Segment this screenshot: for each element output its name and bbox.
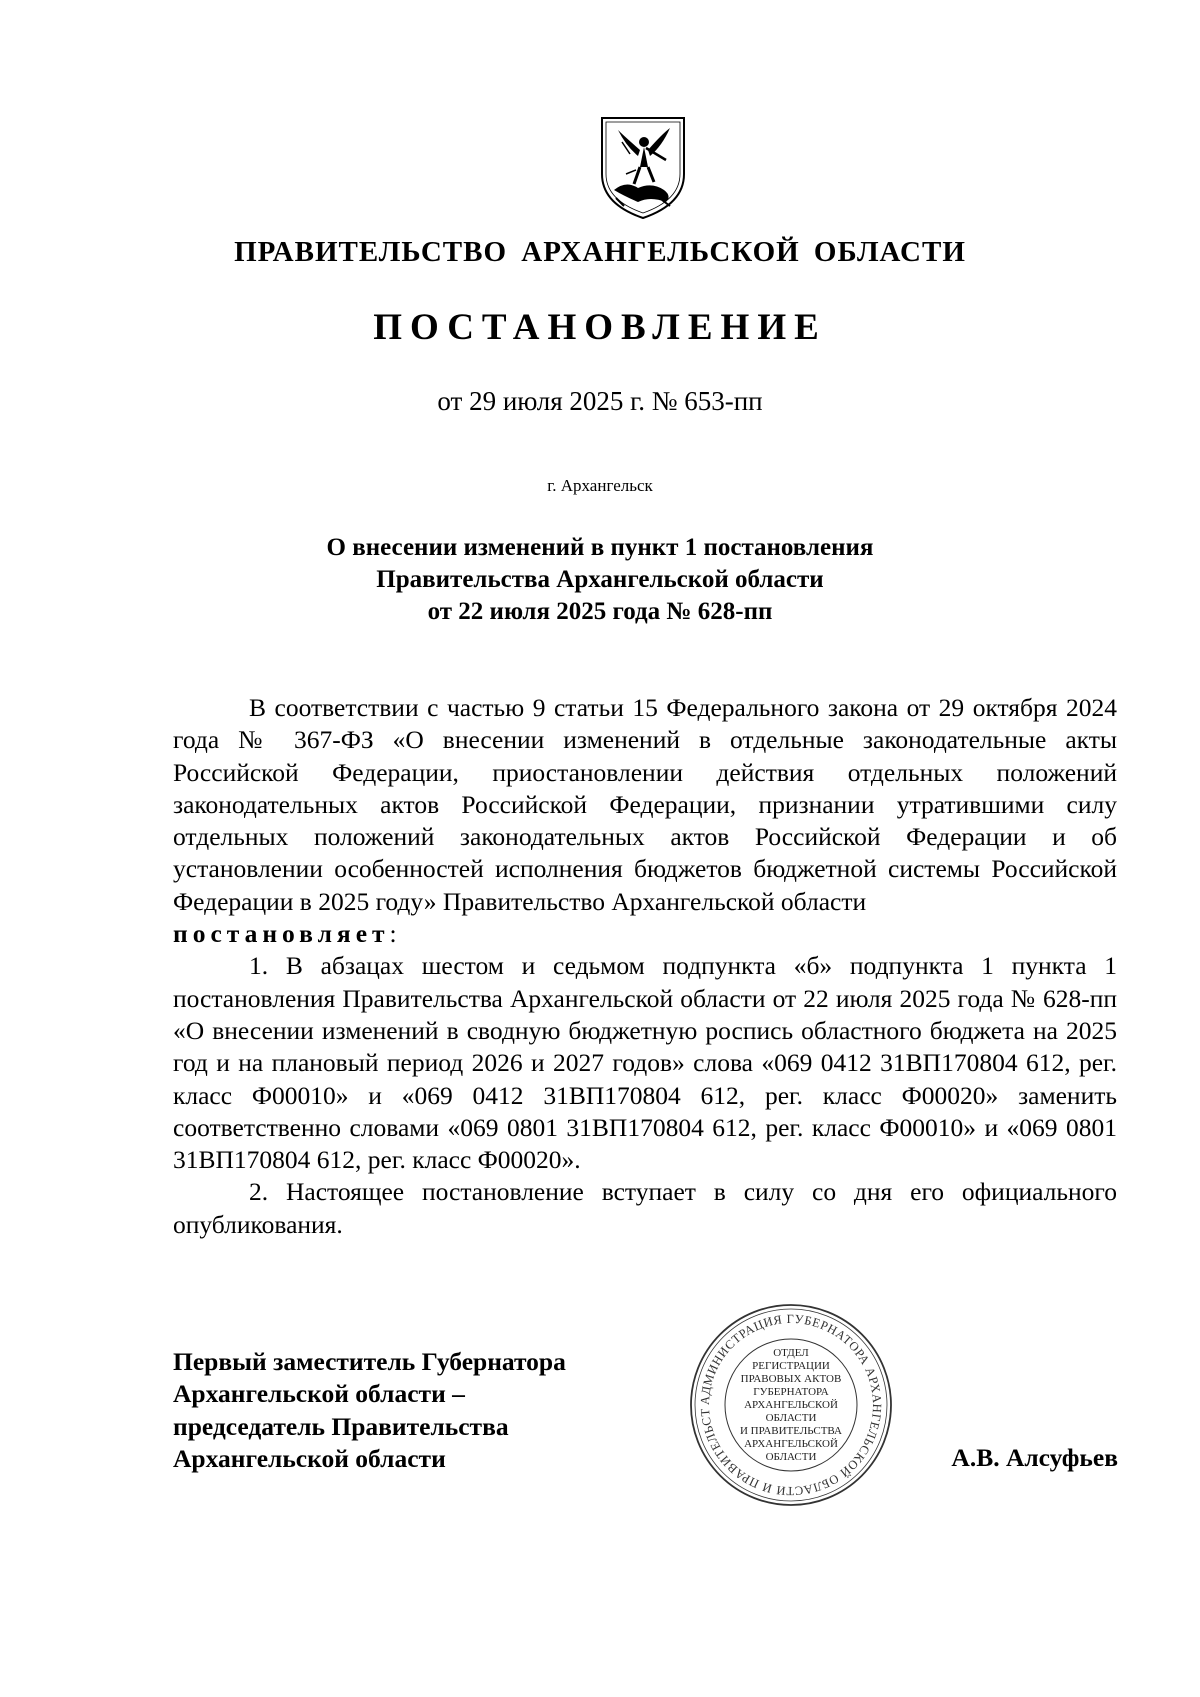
seal-line: АРХАНГЕЛЬСКОЙ (744, 1398, 838, 1411)
position-line: Первый заместитель Губернатора (173, 1347, 566, 1376)
subject-line: Правительства Архангельской области (376, 566, 824, 593)
seal-line: ОБЛАСТИ (765, 1411, 817, 1424)
coat-of-arms-icon (596, 112, 690, 222)
document-subject (0, 532, 1200, 628)
seal-center-text (686, 1300, 896, 1510)
seal-line: ОБЛАСТИ (765, 1450, 817, 1463)
position-line: Архангельской области (173, 1443, 446, 1473)
position-line: председатель Правительства (173, 1411, 509, 1441)
document-city: г. Архангельск (547, 476, 653, 495)
preamble-paragraph (173, 692, 1117, 918)
official-seal (686, 1300, 896, 1510)
resolves-paragraph (173, 918, 1117, 950)
item-paragraph: 1. В абзацах шестом и седьмом подпункта «б» подпункта 1 пункта 1 постановления Правительства Архангельской области от 22 июля 2025 года № 628-пп «О внесении изменений в сводную бюджетную роспись областного бюджета на 2025 год и на плановый период 2026 и 2027 годов» слова «069 0412 31ВП170804 612, рег. класс Ф00010» и «069 0412 31ВП170804 612, рег. класс Ф00020» заменить соответственно словами «069 0801 31ВП170804 612, рег. класс Ф00010» и «069 0801 31ВП170804 612, рег. класс Ф00020». (173, 951, 1117, 1175)
position-line: Архангельской области – (173, 1379, 465, 1409)
signatory-name: А.В. Алсуфьев (951, 1443, 1118, 1472)
item-paragraph: 2. Настоящее постановление вступает в силу со дня его официального опубликования. (173, 1177, 1117, 1239)
subject-line: О внесении изменений в пункт 1 постановления (326, 534, 874, 561)
seal-line: ГУБЕРНАТОРА (753, 1385, 829, 1398)
document-date-number: от 29 июля 2025 г. № 653-пп (437, 386, 763, 416)
seal-line: РЕГИСТРАЦИИ (752, 1359, 830, 1372)
document-body (173, 692, 1117, 1241)
subject-line: от 22 июля 2025 года № 628-пп (427, 598, 773, 625)
seal-line: ОТДЕЛ (773, 1346, 809, 1359)
document-type: ПОСТАНОВЛЕНИЕ (373, 307, 827, 348)
seal-line: ПРАВОВЫХ АКТОВ (740, 1372, 842, 1385)
government-name: ПРАВИТЕЛЬСТВО АРХАНГЕЛЬСКОЙ ОБЛАСТИ (234, 236, 966, 268)
preamble-text: В соответствии с частью 9 статьи 15 Федерального закона от 29 октября 2024 года № 367-ФЗ «О внесении изменений в отдельные законодательные акты Российской Федерации, приостановлении действия отдельных положений законодательных актов Российской Федерации, признании утратившими силу отдельных положений законодательных актов Российской Федерации и об установлении особенностей исполнения бюджетов бюджетной системы Российской Федерации в 2025 году» Правительство Архангельской области (173, 693, 1117, 916)
signatory-position (173, 1346, 566, 1475)
seal-line: АРХАНГЕЛЬСКОЙ (744, 1437, 838, 1450)
seal-line: И ПРАВИТЕЛЬСТВА (739, 1424, 842, 1437)
seal-ring-text: АДМИНИСТРАЦИЯ ГУБЕРНАТОРА АРХАНГЕЛЬСКОЙ ОБЛАСТИ И ПРАВИТЕЛЬСТ (697, 1311, 885, 1499)
resolves-word: постановляет (173, 919, 390, 949)
resolves-colon: : (389, 919, 397, 949)
